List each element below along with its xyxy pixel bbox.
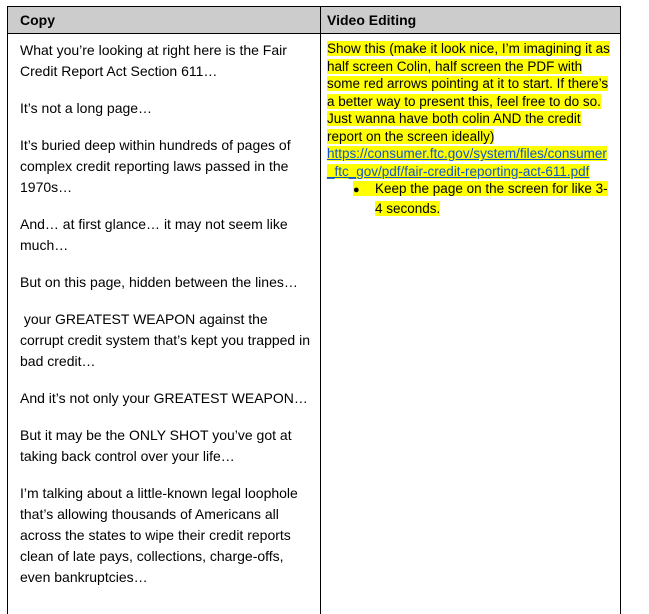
copy-paragraph: And it’s not only your GREATEST WEAPON… xyxy=(20,390,308,406)
highlighted-note-text: Show this (make it look nice, I’m imagining it as half screen Colin, half screen the PDF with some red arrows pointing at it to start. If there’s a better way to present this, feel free to do so. Just wanna have both colin AND the credit report on the screen ideally) xyxy=(327,41,610,144)
copy-paragraph: But on this page, hidden between the lines… xyxy=(20,274,298,290)
fcra-pdf-link[interactable] xyxy=(327,145,614,180)
copy-paragraph: And… at first glance… it may not seem like much… xyxy=(20,216,292,253)
script-table xyxy=(7,6,621,614)
header-row xyxy=(8,7,621,34)
copy-paragraph: What you’re looking at right here is the Fair Credit Report Act Section 611… xyxy=(20,42,291,79)
copy-paragraph: It’s buried deep within hundreds of pages of complex credit reporting laws passed in the 1970s… xyxy=(20,137,295,195)
bullet-text: Keep the page on the screen for like 3-4 seconds. xyxy=(375,181,608,216)
copy-cell xyxy=(8,34,321,614)
link-text: https://consumer.ftc.gov/system/files/consumer_ftc_gov/pdf/fair-credit-reporting-act-611.pdf xyxy=(327,146,607,179)
bullet-list-item xyxy=(327,180,614,217)
copy-paragraph: I’m talking about a little-known legal loophole that’s allowing thousands of Americans all across the states to wipe their credit reports clean of late pays, collections, charge-offs, even bankruptcies… xyxy=(20,485,302,585)
copy-paragraph: your GREATEST WEAPON against the corrupt credit system that’s kept you trapped in bad credit… xyxy=(20,311,314,369)
column-header-copy: Copy xyxy=(8,7,321,34)
video-editing-note xyxy=(327,40,614,145)
video-editing-cell xyxy=(321,34,621,614)
content-row xyxy=(8,34,621,614)
column-header-video-editing: Video Editing xyxy=(321,7,621,34)
bullet-icon: ● xyxy=(353,184,360,196)
copy-paragraph: But it may be the ONLY SHOT you’ve got at taking back control over your life… xyxy=(20,427,296,464)
copy-paragraph: It’s not a long page… xyxy=(20,100,153,116)
